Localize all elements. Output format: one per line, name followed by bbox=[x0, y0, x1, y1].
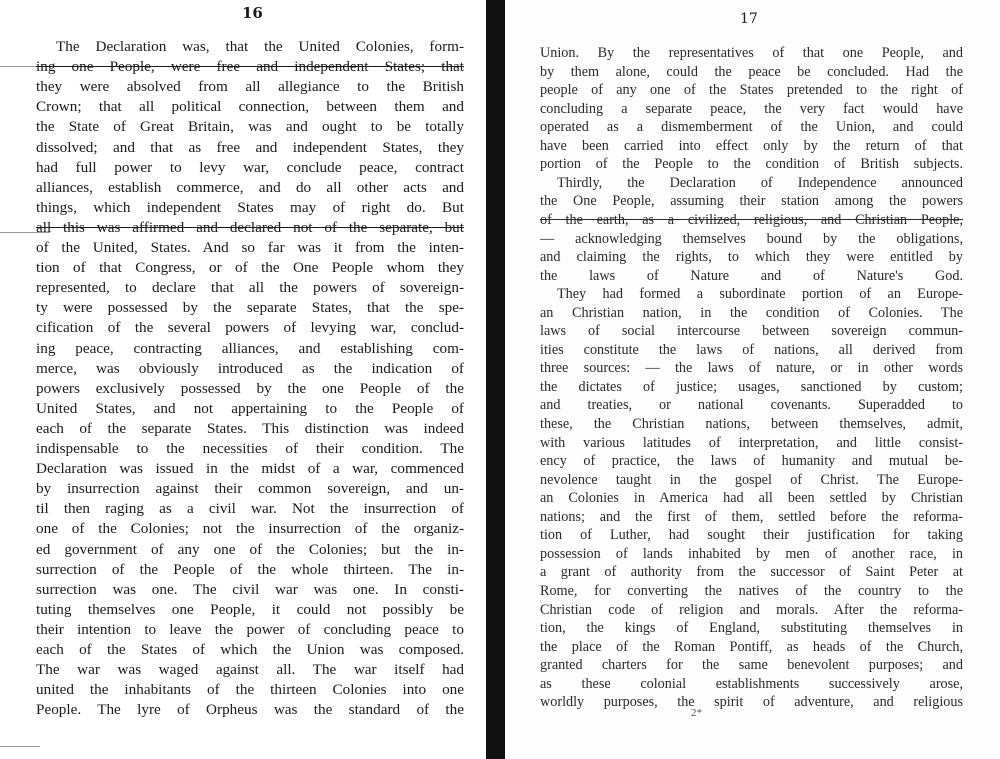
text-line: United States, and not appertaining to the People of bbox=[36, 399, 464, 417]
text-line: They had formed a subordinate portion of an Europe- bbox=[557, 286, 963, 303]
text-line: an Colonies in America had all been settled by Christian bbox=[540, 490, 963, 507]
text-line: powers exclusively possessed by the one People of the bbox=[36, 379, 464, 397]
text-line: tion of Luther, had sought their justification for taking bbox=[540, 527, 963, 544]
text-line: The war was waged against all. The war itself had bbox=[36, 661, 464, 679]
text-line: and treaties, or national covenants. Superadded to bbox=[540, 397, 963, 414]
text-line: of the earth, as a civilized, religious, and Christian People, bbox=[540, 211, 963, 228]
text-line: and claiming the rights, to which they were entitled by bbox=[540, 249, 963, 266]
text-line: ed government of any one of the Colonies; but the in- bbox=[36, 540, 464, 558]
text-line: Crown; that all political connection, between them and bbox=[36, 98, 464, 116]
left-page bbox=[0, 0, 486, 759]
text-line: all this was affirmed and declared not of the separate, but bbox=[36, 218, 464, 236]
text-line: worldly purposes, the spirit of adventure, and religious bbox=[540, 694, 963, 711]
text-line: three sources: — the laws of nature, or in other words bbox=[540, 360, 963, 377]
text-line: possession of lands inhabited by men of another race, in bbox=[540, 545, 963, 562]
text-line: surrection of the People of the whole thirteen. The in- bbox=[36, 560, 464, 578]
text-line: had full power to levy war, conclude peace, contract bbox=[36, 158, 464, 176]
margin-rule bbox=[0, 746, 40, 747]
text-line: things, which independent States may of right do. But bbox=[36, 198, 464, 216]
text-line: represented, to declare that all the powers of sovereign- bbox=[36, 279, 464, 297]
text-line: their intention to leave the power of concluding peace to bbox=[36, 620, 464, 638]
text-line: each of the separate States. This distinction was indeed bbox=[36, 419, 464, 437]
text-line: til then raging as a civil war. Not the insurrection of bbox=[36, 500, 464, 518]
text-line: ing peace, contracting alliances, and establishing com- bbox=[36, 339, 464, 357]
text-line: by them alone, could the peace be concluded. Had the bbox=[540, 63, 963, 80]
text-line: the State of Great Britain, was and ought to be totally bbox=[36, 118, 464, 136]
signature-mark: 2* bbox=[691, 707, 702, 719]
text-line: as these colonial establishments successively arose, bbox=[540, 675, 963, 692]
text-line: by insurrection against their common sovereign, and un- bbox=[36, 480, 464, 498]
text-line: ing one People, were free and independent States; that bbox=[36, 58, 464, 76]
page-number-left: 16 bbox=[242, 4, 263, 22]
text-line: operated as a dismemberment of the Union, and could bbox=[540, 119, 963, 136]
text-line: Union. By the representatives of that one People, and bbox=[540, 45, 963, 61]
text-line: cification of the several powers of levying war, conclud- bbox=[36, 319, 464, 337]
text-line: tion, the kings of England, substituting themselves in bbox=[540, 620, 963, 637]
text-line: the place of the Roman Pontiff, as heads of the Church, bbox=[540, 638, 963, 655]
text-line: merce, was obviously introduced as the indication of bbox=[36, 359, 464, 377]
text-line: a grant of authority from the successor of Saint Peter at bbox=[540, 564, 963, 581]
text-line: portion of the People to the condition of British subjects. bbox=[540, 156, 963, 173]
text-line: concluding a separate peace, the very fact would have bbox=[540, 100, 963, 117]
text-line: the One People, assuming their station among the powers bbox=[540, 193, 963, 210]
text-line: united the inhabitants of the thirteen Colonies into one bbox=[36, 681, 464, 699]
book-gutter bbox=[486, 0, 505, 759]
text-line: Christian code of religion and morals. After the reforma- bbox=[540, 601, 963, 618]
text-line: Thirdly, the Declaration of Independence announced bbox=[557, 174, 963, 191]
text-line: people of any one of the States pretended to the right of bbox=[540, 82, 963, 99]
text-line: ty were possessed by the separate States, that the spe- bbox=[36, 299, 464, 317]
text-line: alliances, establish commerce, and do all other acts and bbox=[36, 178, 464, 196]
text-line: of the United, States. And so far was it from the inten- bbox=[36, 239, 464, 256]
right-page bbox=[505, 0, 1000, 759]
text-line: — acknowledging themselves bound by the obligations, bbox=[540, 230, 963, 247]
text-line: have been carried into effect only by the return of that bbox=[540, 137, 963, 154]
text-line: nations; and the first of them, settled before the reforma- bbox=[540, 508, 963, 525]
text-line: indispensable to the necessities of their condition. The bbox=[36, 440, 464, 457]
text-line: one of the Colonies; not the insurrection of the organiz- bbox=[36, 520, 464, 538]
text-line: The Declaration was, that the United Colonies, form- bbox=[56, 38, 464, 55]
page-number-right: 17 bbox=[740, 11, 758, 27]
text-line: Declaration was issued in the midst of a war, commenced bbox=[36, 460, 464, 478]
text-line: they were absolved from all allegiance to the British bbox=[36, 78, 464, 96]
text-line: dissolved; and that as free and independent States, they bbox=[36, 138, 464, 156]
text-line: the dictates of justice; usages, sanctioned by custom; bbox=[540, 378, 963, 395]
text-line: these, the Christian nations, between themselves, admit, bbox=[540, 416, 963, 432]
text-line: tion of that Congress, or of the One People whom they bbox=[36, 259, 464, 277]
text-line: Rome, for converting the natives of the country to the bbox=[540, 582, 963, 599]
text-line: People. The lyre of Orpheus was the standard of the bbox=[36, 701, 464, 719]
text-line: granted charters for the same benevolent purposes; and bbox=[540, 657, 963, 674]
text-line: the laws of Nature and of Nature's God. bbox=[540, 267, 963, 284]
text-line: an Christian nation, in the condition of Colonies. The bbox=[540, 304, 963, 321]
text-line: surrection was one. The civil war was one. In consti- bbox=[36, 580, 464, 598]
text-line: tuting themselves one People, it could not possibly be bbox=[36, 600, 464, 618]
text-line: ency of practice, the laws of humanity and mutual be- bbox=[540, 453, 963, 470]
text-line: each of the States of which the Union was composed. bbox=[36, 641, 464, 658]
text-line: ities constitute the laws of nations, all derived from bbox=[540, 341, 963, 358]
text-line: with various latitudes of interpretation, and little consist- bbox=[540, 434, 963, 451]
text-line: laws of social intercourse between sovereign commun- bbox=[540, 323, 963, 340]
text-line: nevolence taught in the gospel of Christ. The Europe- bbox=[540, 471, 963, 488]
